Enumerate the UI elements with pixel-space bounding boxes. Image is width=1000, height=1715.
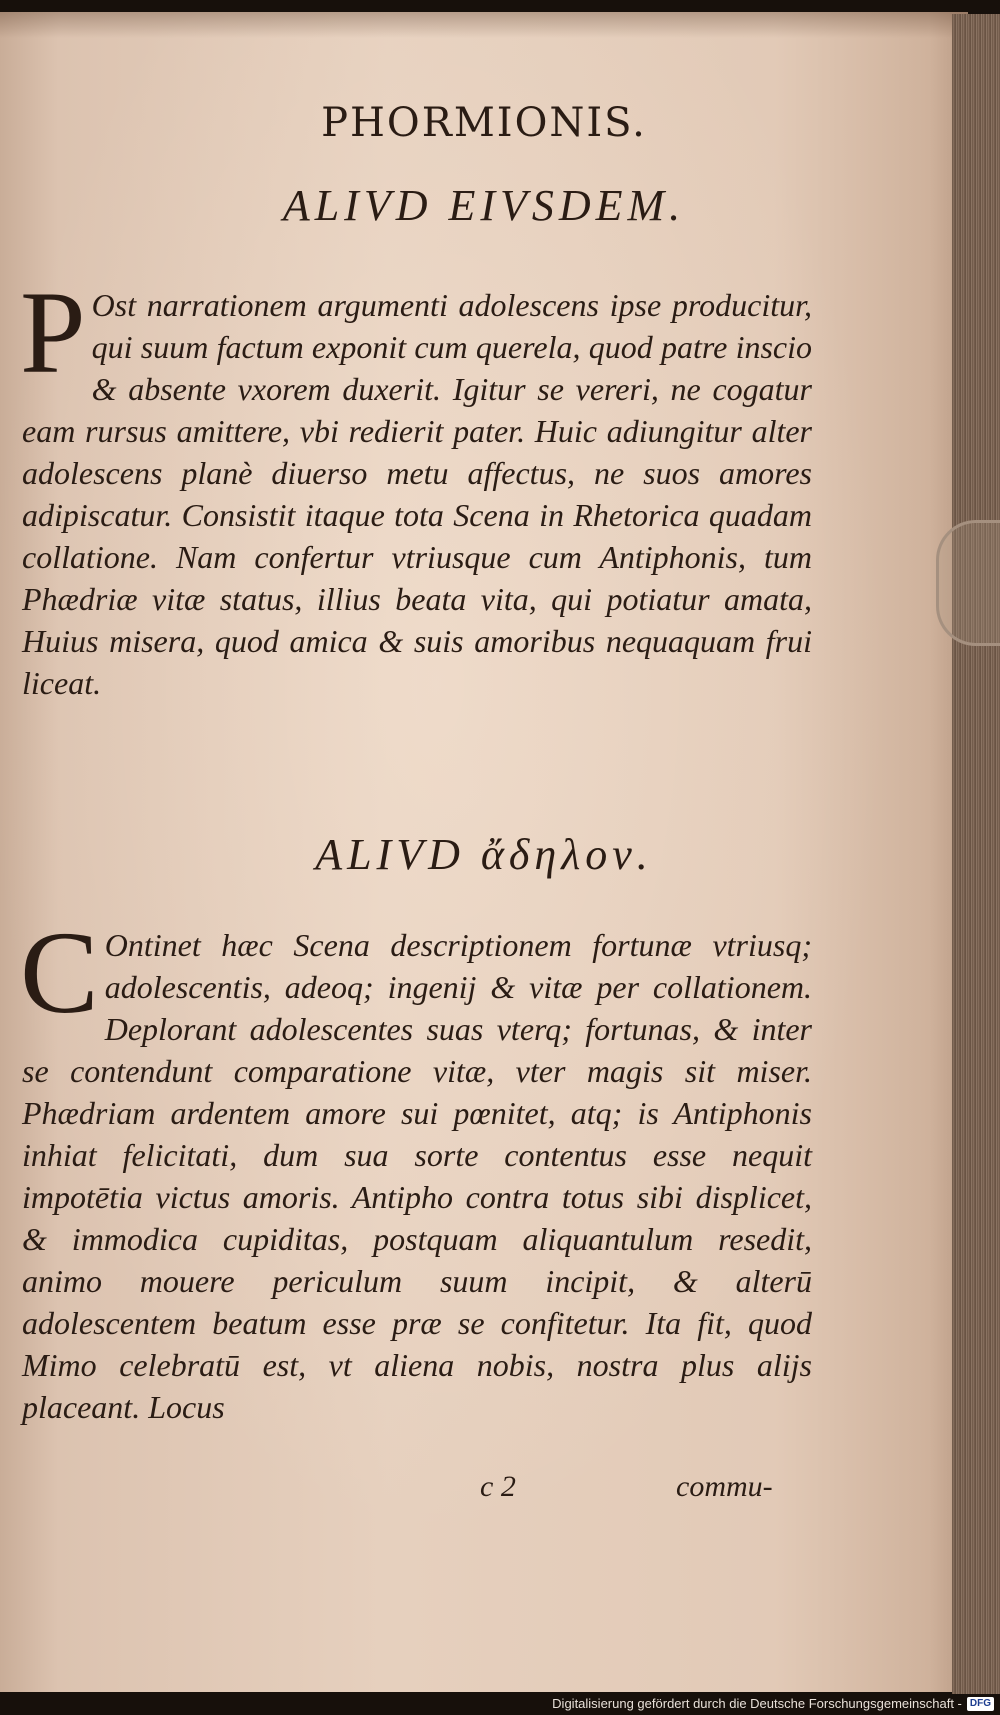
dfg-logo-icon: DFG	[967, 1697, 994, 1711]
paragraph-1-text: Ost narrationem argumenti adolescens ipse producitur, qui suum factum exponit cum querela, quod patre inscio & absente vxorem duxerit. Igitur se vereri, ne cogatur eam rursus amittere, vbi redierit pater. Huic adiungitur alter adolescens planè diuerso metu affectus, ne suos amores adipiscatur. Consistit itaque tota Scena in Rhetorica quadam collatione. Nam confertur vtriusque cum Antiphonis, tum Phædriæ vitæ status, illius beata vita, qui potiatur amata, Huius misera, quod amica & suis amoribus nequaquam frui liceat.	[22, 287, 812, 701]
section-heading-1: ALIVD EIVSDEM.	[282, 181, 686, 230]
drop-initial-1: P	[20, 267, 86, 398]
running-head: PHORMIONIS.	[321, 100, 647, 146]
paragraph-2	[20, 907, 812, 1428]
paragraph-1	[20, 267, 812, 704]
page-top-shadow	[0, 12, 968, 38]
book-page-edges	[952, 14, 1000, 1694]
book-clasp	[936, 520, 1000, 646]
signature-mark: c 2	[480, 1470, 516, 1503]
section-heading-2: ALIVD ἄδηλον.	[315, 830, 653, 879]
digitization-footer	[552, 1696, 994, 1711]
book-page	[0, 12, 968, 1692]
footer-text: Digitalisierung gefördert durch die Deutsche Forschungsgemeinschaft -	[552, 1696, 962, 1711]
paragraph-2-text: Ontinet hæc Scena descriptionem fortunæ vtriusq; adolescentis, adeoq; ingenij & vitæ per collationem. Deplorant adolescentes suas vterq; fortunas, & inter se contendunt comparatione vitæ, vter magis sit miser. Phædriam ardentem amore sui pœnitet, atq; is Antiphonis inhiat felicitati, dum sua sorte contentus esse nequit impotētia victus amoris. Antipho contra totus sibi displicet, & immodica cupiditas, postquam aliquantulum resedit, animo mouere periculum suum incipit, & alterū adolescentem beatum esse præ se confitetur. Ita fit, quod Mimo celebratū est, vt aliena nobis, nostra plus alijs placeant. Locus	[22, 927, 812, 1425]
catchword: commu-	[676, 1470, 773, 1503]
drop-initial-2: C	[20, 907, 99, 1038]
